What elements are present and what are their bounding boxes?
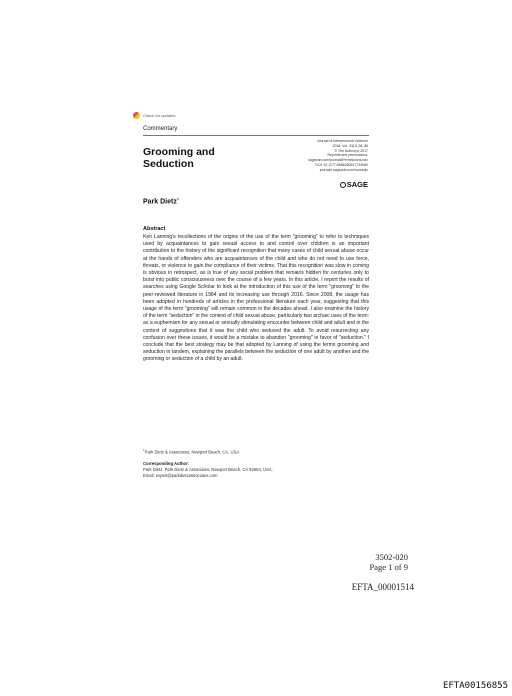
check-updates-label: Check for updates bbox=[143, 113, 176, 118]
title-line: Grooming and bbox=[143, 146, 215, 158]
author-name bbox=[143, 196, 179, 205]
corresponding-author-email[interactable]: Email: expert@parkdietzassociates.com bbox=[143, 473, 218, 478]
corresponding-author-heading: Corresponding Author: bbox=[143, 461, 190, 466]
section-label: Commentary bbox=[143, 126, 178, 132]
page-number: Page 1 of 9 bbox=[369, 562, 408, 572]
document-number: 3502-020 bbox=[375, 552, 408, 562]
corresponding-author-address: Park Dietz, Park Dietz & Associates, Newport Beach, CA 92663, USA. bbox=[143, 467, 273, 472]
page-stamp bbox=[346, 552, 408, 572]
efta-id-secondary: EFTA00156855 bbox=[442, 681, 508, 691]
check-updates-icon bbox=[133, 112, 140, 119]
journal-copyright: © The Author(s) 2017 bbox=[334, 148, 368, 153]
check-for-updates-badge[interactable] bbox=[133, 111, 175, 120]
affiliation-mark: 1 bbox=[143, 448, 145, 452]
journal-name: Journal of Interpersonal Violence bbox=[316, 139, 368, 143]
journal-meta bbox=[250, 139, 368, 173]
journal-volume: 2018, Vol. 33(1) 28–36 bbox=[332, 143, 368, 148]
abstract-body: Ken Lanning's recollections of the origins of the use of the term "grooming" to refer to techniques used by acquaintances to gain sexual access to and control over children is an important contribution to the history of the significant recognition that many cases of child sexual abuse occur at the hands of offenders who are acquaintances of the child and who do not need to use force, threats, or violence to gain the compliance of their victims. That this recognition was slow in coming is obvious in retrospect, as is true of any social problem that remains hidden for centuries only to burst into public consciousness over the course of a few years. In this article, I report the results of searches using Google Scholar to look at the introduction of this use of the term "grooming" to the peer-reviewed literature in 1984 and its increasing use through 2016. Since 2008, the usage has been adopted in hundreds of articles in the professional literature each year, suggesting that this usage of the term "grooming" will remain common in the decades ahead. I also examine the history of the term "seduction" in the context of child sexual abuse, particularly two archaic uses of the term: as a euphemism for any sexual or sexually stimulating encounter between child and adult and in the context of suggestions that it was the child who seduced the adult. To avoid resurrecting any confusion over these issues, it would be a mistake to abandon "grooming" in favor of "seduction." I conclude that the best strategy may be that adopted by Lanning of using the terms grooming and seduction in tandem, explaining the parallels between the seduction of one adult by another and the grooming or seduction of a child by an adult. bbox=[143, 234, 369, 363]
author-affiliation-mark: 1 bbox=[176, 196, 180, 201]
affiliation-text: Park Dietz & Associates, Newport Beach, CA, USA bbox=[144, 449, 240, 455]
affiliation-footnote bbox=[143, 448, 239, 454]
author-label: Park Dietz bbox=[143, 198, 177, 206]
efta-id-primary: EFTA_00001514 bbox=[351, 582, 414, 592]
sage-logo-icon bbox=[340, 182, 346, 188]
journal-doi[interactable]: DOI: 10.1177/0886260517743060 bbox=[315, 162, 368, 167]
journal-home-link[interactable]: journals.sagepub.com/home/jiv bbox=[319, 167, 368, 172]
publisher-name: SAGE bbox=[346, 180, 368, 189]
abstract-heading: Abstract bbox=[143, 226, 166, 232]
publisher-logo bbox=[320, 180, 368, 189]
journal-reprints: Reprints and permissions: bbox=[327, 153, 368, 158]
article-title bbox=[143, 146, 253, 170]
header-divider bbox=[143, 135, 369, 136]
journal-permissions-link[interactable]: sagepub.com/journalsPermissions.nav bbox=[308, 158, 368, 163]
title-line: Seduction bbox=[143, 158, 194, 170]
